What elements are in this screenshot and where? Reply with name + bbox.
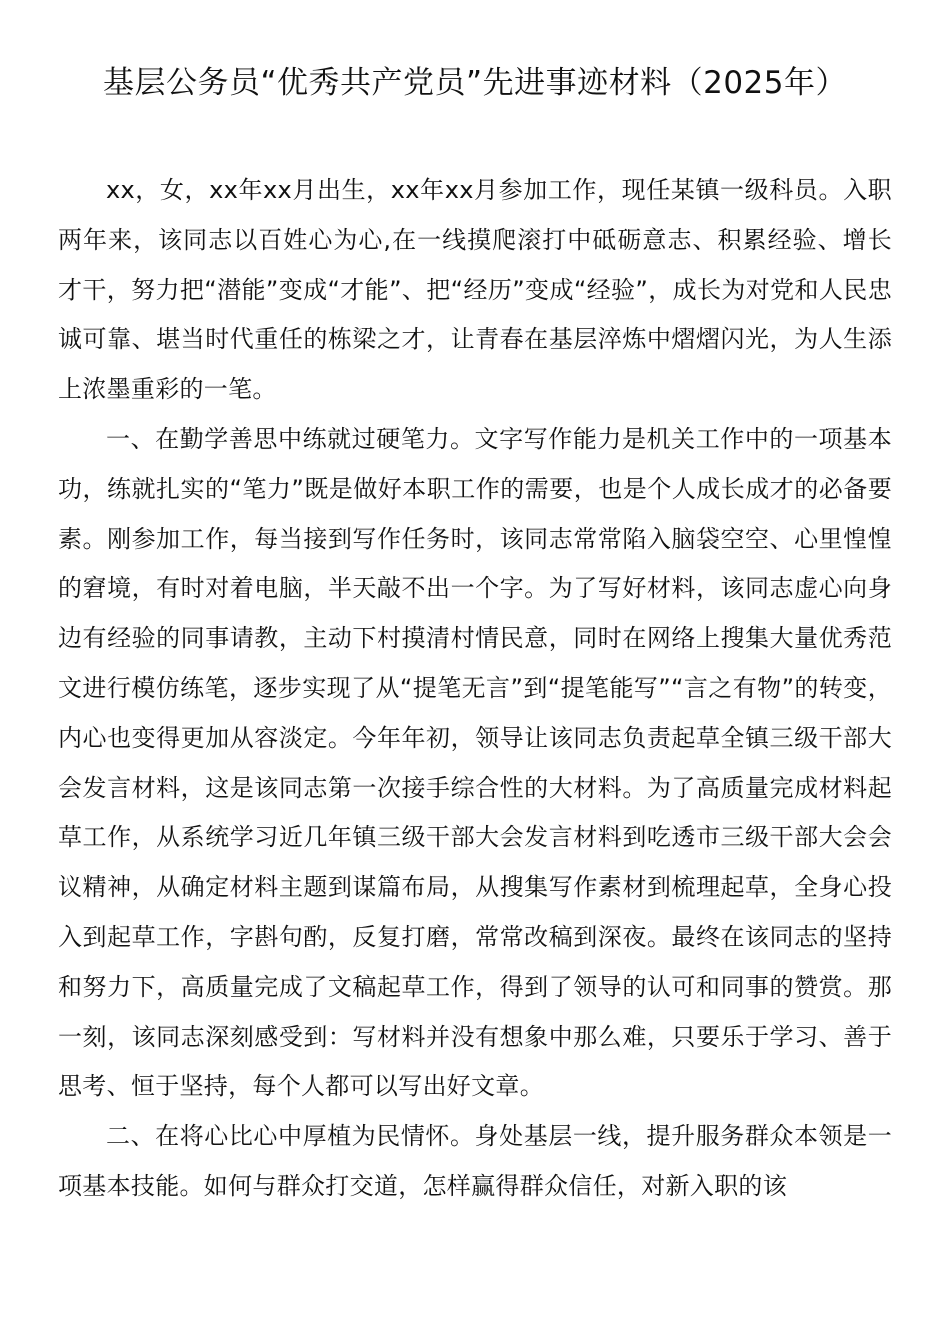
document-body bbox=[58, 166, 892, 1212]
paragraph-section-one: 一、在勤学善思中练就过硬笔力。文字写作能力是机关工作中的一项基本功，练就扎实的“笔力”既是做好本职工作的需要，也是个人成长成才的必备要素。刚参加工作，每当接到写作任务时，该同志常常陷入脑袋空空、心里惶惶的窘境，有时对着电脑，半天敲不出一个字。为了写好材料，该同志虚心向身边有经验的同事请教，主动下村摸清村情民意，同时在网络上搜集大量优秀范文进行模仿练笔，逐步实现了从“提笔无言”到“提笔能写”“言之有物”的转变，内心也变得更加从容淡定。今年年初，领导让该同志负责起草全镇三级干部大会发言材料，这是该同志第一次接手综合性的大材料。为了高质量完成材料起草工作，从系统学习近几年镇三级干部大会发言材料到吃透市三级干部大会会议精神，从确定材料主题到谋篇布局，从搜集写作素材到梳理起草，全身心投入到起草工作，字斟句酌，反复打磨，常常改稿到深夜。最终在该同志的坚持和努力下，高质量完成了文稿起草工作，得到了领导的认可和同事的赞赏。那一刻，该同志深刻感受到：写材料并没有想象中那么难，只要乐于学习、善于思考、恒于坚持，每个人都可以写出好文章。 bbox=[58, 424, 892, 1101]
document-title: 基层公务员“优秀共产党员”先进事迹材料（2025年） bbox=[102, 65, 847, 101]
paragraph-section-two: 二、在将心比心中厚植为民情怀。身处基层一线，提升服务群众本领是一项基本技能。如何与群众打交道，怎样赢得群众信任，对新入职的该 bbox=[58, 1122, 892, 1200]
paragraph-intro: xx，女，xx年xx月出生，xx年xx月参加工作，现任某镇一级科员。入职两年来，该同志以百姓心为心,在一线摸爬滚打中砥砺意志、积累经验、增长才干，努力把“潜能”变成“才能”、把“经历”变成“经验”，成长为对党和人民忠诚可靠、堪当时代重任的栋梁之才，让青春在基层淬炼中熠熠闪光，为人生添上浓墨重彩的一笔。 bbox=[58, 176, 892, 404]
